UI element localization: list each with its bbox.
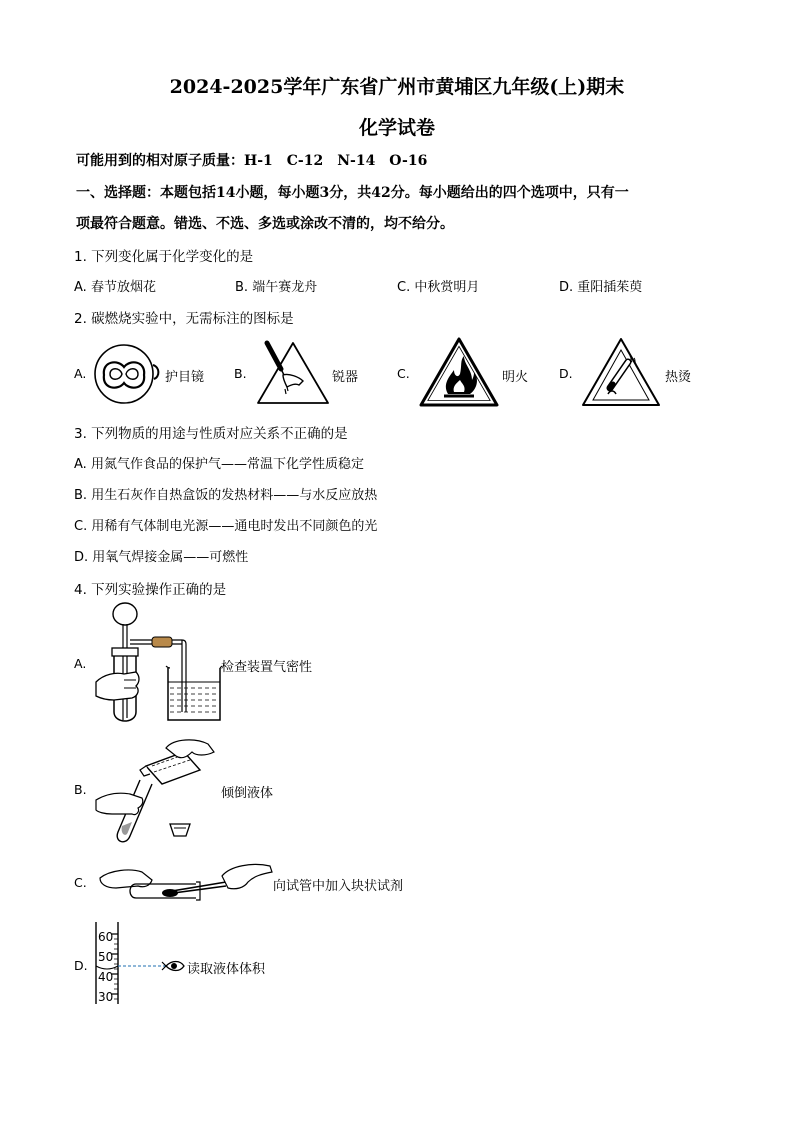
open-flame-icon bbox=[418, 336, 500, 408]
option-letter: A. bbox=[74, 457, 87, 472]
q1-option-d[interactable] bbox=[559, 276, 642, 295]
option-letter: B. bbox=[235, 280, 249, 295]
q4-option-b-letter[interactable]: B. bbox=[74, 782, 87, 797]
q4-option-b-text: 倾倒液体 bbox=[221, 786, 274, 801]
q2-option-d-letter[interactable]: D. bbox=[559, 366, 573, 381]
question-2-stem: 2. 碳燃烧实验中，无需标注的图标是 bbox=[74, 311, 294, 327]
q4-option-a-letter[interactable]: A. bbox=[74, 656, 87, 671]
page-subtitle: 化学试卷 bbox=[358, 117, 435, 139]
cylinder-scale-labels bbox=[98, 927, 113, 1007]
q2-option-a-letter[interactable]: A. bbox=[74, 366, 87, 381]
goggles-icon bbox=[92, 343, 164, 405]
option-text: 用稀有气体制电光源——通电时发出不同颜色的光 bbox=[91, 519, 378, 534]
q2-option-c-letter[interactable]: C. bbox=[397, 366, 410, 381]
section-instructions-line1: 一、选择题：本题包括14小题，每小题3分，共42分。每小题给出的四个选项中，只有一 bbox=[76, 185, 629, 201]
option-text: 端午赛龙舟 bbox=[252, 280, 318, 295]
scale-label: 30 bbox=[98, 990, 114, 1004]
q2-option-c-text: 明火 bbox=[502, 370, 529, 385]
option-letter: D. bbox=[559, 280, 574, 295]
scale-label: 40 bbox=[98, 970, 114, 984]
q3-option-b[interactable] bbox=[74, 484, 377, 503]
option-letter: C. bbox=[397, 280, 411, 295]
q4-option-d-text: 读取液体体积 bbox=[187, 962, 266, 977]
question-3-stem: 3. 下列物质的用途与性质对应关系不正确的是 bbox=[74, 426, 348, 442]
adding-solid-illustration bbox=[96, 858, 276, 908]
airtightness-check-illustration bbox=[96, 600, 226, 725]
q3-option-d[interactable] bbox=[74, 546, 248, 565]
question-1-stem: 1. 下列变化属于化学变化的是 bbox=[74, 249, 254, 265]
option-text: 春节放烟花 bbox=[90, 280, 156, 295]
q4-option-a-text: 检查装置气密性 bbox=[221, 660, 313, 675]
q3-option-c[interactable] bbox=[74, 515, 377, 534]
section-instructions-line2: 项最符合题意。错选、不选、多选或涂改不清的，均不给分。 bbox=[76, 216, 454, 232]
q4-option-c-letter[interactable]: C. bbox=[74, 875, 87, 890]
option-letter: A. bbox=[74, 280, 87, 295]
q4-option-c-text: 向试管中加入块状试剂 bbox=[273, 879, 404, 894]
option-text: 中秋赏明月 bbox=[414, 280, 480, 295]
q2-option-a-text: 护目镜 bbox=[165, 370, 205, 385]
q3-option-a[interactable] bbox=[74, 453, 364, 472]
q2-option-b-letter[interactable]: B. bbox=[234, 366, 247, 381]
option-letter: C. bbox=[74, 519, 88, 534]
option-text: 用氮气作食品的保护气——常温下化学性质稳定 bbox=[90, 457, 364, 472]
hot-surface-icon bbox=[580, 336, 662, 408]
pouring-liquid-illustration bbox=[96, 738, 216, 843]
option-text: 重阳插茱萸 bbox=[577, 280, 643, 295]
q1-option-c[interactable] bbox=[397, 276, 479, 295]
atomic-masses: 可能用到的相对原子质量：H-1 C-12 N-14 O-16 bbox=[76, 153, 428, 169]
q4-option-d-letter[interactable]: D. bbox=[74, 958, 88, 973]
option-text: 用生石灰作自热盒饭的发热材料——与水反应放热 bbox=[91, 488, 378, 503]
sharp-object-icon bbox=[255, 339, 331, 407]
q2-option-d-text: 热烫 bbox=[665, 370, 692, 385]
q1-option-a[interactable] bbox=[74, 276, 156, 295]
scale-label: 60 bbox=[98, 930, 114, 944]
q2-option-b-text: 锐器 bbox=[332, 370, 359, 385]
option-letter: B. bbox=[74, 488, 88, 503]
scale-label: 50 bbox=[98, 950, 114, 964]
question-4-stem: 4. 下列实验操作正确的是 bbox=[74, 582, 227, 598]
option-letter: D. bbox=[74, 550, 89, 565]
option-text: 用氧气焊接金属——可燃性 bbox=[92, 550, 249, 565]
page-title: 2024-2025学年广东省广州市黄埔区九年级(上)期末 bbox=[169, 76, 625, 98]
q1-option-b[interactable] bbox=[235, 276, 317, 295]
